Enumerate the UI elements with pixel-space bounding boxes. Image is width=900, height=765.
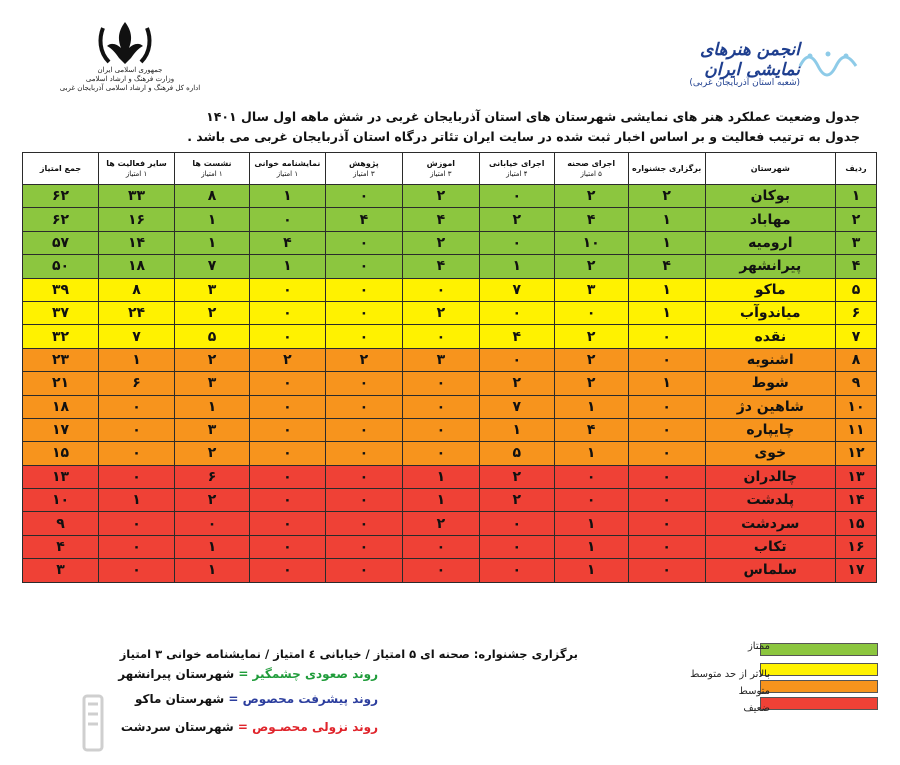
score-cell: ۱	[554, 559, 628, 582]
table-row	[23, 465, 877, 488]
score-cell: ۱	[175, 231, 250, 254]
score-cell: ۲	[554, 348, 628, 371]
table-row	[23, 559, 877, 582]
legend-label: بالاتر از حد متوسط	[690, 669, 770, 680]
table-row	[23, 489, 877, 512]
table-row	[23, 185, 877, 208]
score-cell: ۰	[628, 442, 705, 465]
score-cell: ۰	[325, 231, 402, 254]
score-cell: ۲	[402, 512, 479, 535]
score-cell: ۱	[402, 465, 479, 488]
column-header-points: ۱ امتیاز	[276, 169, 299, 178]
column-header	[325, 153, 402, 185]
score-cell: ۲	[554, 255, 628, 278]
total-score-cell: ۴	[23, 535, 99, 558]
city-cell: شوط	[705, 372, 835, 395]
column-header-label: برگزاری جشنواره	[631, 163, 702, 173]
score-cell: ۲	[479, 208, 554, 231]
association-logo-icon	[798, 48, 858, 78]
score-cell: ۲	[175, 348, 250, 371]
score-cell: ۰	[402, 559, 479, 582]
score-cell: ۲	[554, 185, 628, 208]
column-header-points: ۱ امتیاز	[201, 169, 223, 178]
gov-line: جمهوری اسلامی ایران	[97, 66, 163, 74]
score-cell: ۰	[99, 395, 175, 418]
score-cell: ۰	[479, 231, 554, 254]
column-header-points: ۳ امتیاز	[430, 169, 452, 178]
score-cell: ۰	[402, 418, 479, 441]
score-cell: ۰	[554, 465, 628, 488]
score-cell: ۰	[628, 489, 705, 512]
score-cell: ۴	[249, 231, 325, 254]
score-cell: ۸	[175, 185, 250, 208]
score-cell: ۱	[554, 442, 628, 465]
legend-label: ممتاز	[747, 641, 770, 652]
total-score-cell: ۲۱	[23, 372, 99, 395]
table-row	[23, 325, 877, 348]
score-cell: ۲۴	[99, 301, 175, 324]
table-header-row	[23, 153, 877, 185]
score-cell: ۵	[175, 325, 250, 348]
score-cell: ۷	[175, 255, 250, 278]
score-cell: ۰	[325, 372, 402, 395]
table-row	[23, 301, 877, 324]
table-row	[23, 395, 877, 418]
total-score-cell: ۱۳	[23, 465, 99, 488]
performance-table	[22, 152, 877, 583]
score-cell: ۰	[325, 325, 402, 348]
trend-ascending	[118, 667, 378, 681]
score-cell: ۱	[479, 255, 554, 278]
score-cell: ۰	[325, 185, 402, 208]
trend-label: روند نزولی محصـوص =	[237, 720, 378, 734]
score-cell: ۰	[402, 535, 479, 558]
score-cell: ۲	[402, 231, 479, 254]
score-cell: ۰	[99, 465, 175, 488]
score-cell: ۲	[479, 489, 554, 512]
score-cell: ۰	[479, 559, 554, 582]
score-cell: ۰	[628, 512, 705, 535]
score-cell: ۰	[479, 512, 554, 535]
score-cell: ۰	[628, 418, 705, 441]
score-cell: ۱۸	[99, 255, 175, 278]
trend-city: شهرستان ماکو	[134, 692, 225, 706]
score-cell: ۲	[175, 442, 250, 465]
column-header-label: اموزش	[426, 158, 456, 168]
score-cell: ۳	[175, 418, 250, 441]
score-cell: ۴	[628, 255, 705, 278]
score-cell: ۲	[175, 301, 250, 324]
legend-label: ضعیف	[743, 703, 770, 714]
score-cell: ۰	[249, 535, 325, 558]
city-cell: اشنویه	[705, 348, 835, 371]
score-cell: ۰	[325, 278, 402, 301]
score-cell: ۷	[479, 278, 554, 301]
score-cell: ۰	[628, 348, 705, 371]
score-cell: ۰	[99, 559, 175, 582]
column-header	[705, 153, 835, 185]
city-cell: بوکان	[705, 185, 835, 208]
column-header-label: سایر فعالیت ها	[106, 158, 167, 168]
row-number-cell: ۹	[835, 372, 876, 395]
score-cell: ۲	[479, 465, 554, 488]
row-number-cell: ۷	[835, 325, 876, 348]
score-cell: ۲	[628, 185, 705, 208]
score-cell: ۰	[325, 489, 402, 512]
score-cell: ۰	[479, 535, 554, 558]
score-cell: ۱۰	[554, 231, 628, 254]
column-header-label: جمع امتیاز	[39, 163, 82, 173]
column-header-label: ردیف	[845, 163, 867, 173]
score-cell: ۱	[99, 489, 175, 512]
score-cell: ۰	[479, 348, 554, 371]
total-score-cell: ۳۹	[23, 278, 99, 301]
score-cell: ۰	[249, 465, 325, 488]
score-cell: ۱	[554, 512, 628, 535]
score-cell: ۰	[249, 372, 325, 395]
column-header-points: ۱ امتیاز	[125, 169, 148, 178]
association-name: انجمن هنرهای نمایشی ایران	[699, 40, 800, 80]
score-cell: ۴	[325, 208, 402, 231]
score-cell: ۲	[175, 489, 250, 512]
row-number-cell: ۱۴	[835, 489, 876, 512]
table-row	[23, 535, 877, 558]
trend-city: شهرستان سردشت	[120, 720, 234, 734]
table-row	[23, 255, 877, 278]
score-cell: ۱	[175, 208, 250, 231]
score-cell: ۴	[402, 255, 479, 278]
total-score-cell: ۶۲	[23, 185, 99, 208]
legend-swatch	[760, 680, 878, 693]
city-cell: مهاباد	[705, 208, 835, 231]
column-header	[835, 153, 876, 185]
row-number-cell: ۱۶	[835, 535, 876, 558]
score-cell: ۱	[175, 559, 250, 582]
score-cell: ۰	[479, 301, 554, 324]
row-number-cell: ۶	[835, 301, 876, 324]
legend-label: متوسط	[738, 686, 770, 697]
row-number-cell: ۱	[835, 185, 876, 208]
score-cell: ۰	[325, 395, 402, 418]
score-cell: ۲	[249, 348, 325, 371]
column-header-label: شهرستان	[750, 163, 790, 173]
title-line: جدول وضعیت عملکرد هنر های نمایشی شهرستان های استان آذربایجان غربی در شش ماهه اول سال ۱۴۰۱	[206, 109, 860, 124]
trend-label: روند صعودی چشمگیر =	[238, 667, 378, 681]
total-score-cell: ۲۳	[23, 348, 99, 371]
score-cell: ۰	[554, 301, 628, 324]
city-cell: پلدشت	[705, 489, 835, 512]
table-row	[23, 231, 877, 254]
score-cell: ۰	[628, 395, 705, 418]
score-cell: ۱	[628, 231, 705, 254]
title-line: جدول به ترتیب فعالیت و بر اساس اخبار ثبت شده در سایت ایران تئاتر درگاه استان آذربایجان غربی می باشد .	[187, 129, 860, 144]
column-header	[99, 153, 175, 185]
score-cell: ۰	[325, 418, 402, 441]
total-score-cell: ۱۵	[23, 442, 99, 465]
gov-line: اداره کل فرهنگ و ارشاد اسلامی آذربایجان غربی	[59, 84, 201, 92]
row-number-cell: ۱۲	[835, 442, 876, 465]
column-header	[479, 153, 554, 185]
row-number-cell: ۱۰	[835, 395, 876, 418]
table-row	[23, 442, 877, 465]
city-cell: ماکو	[705, 278, 835, 301]
score-cell: ۰	[402, 372, 479, 395]
score-cell: ۸	[99, 278, 175, 301]
score-cell: ۱	[554, 395, 628, 418]
score-cell: ۱	[554, 535, 628, 558]
row-number-cell: ۱۷	[835, 559, 876, 582]
score-cell: ۰	[249, 208, 325, 231]
column-header	[628, 153, 705, 185]
row-number-cell: ۲	[835, 208, 876, 231]
score-cell: ۵	[479, 442, 554, 465]
score-cell: ۰	[249, 489, 325, 512]
column-header	[175, 153, 250, 185]
column-header-points: ۳ امتیاز	[353, 169, 375, 178]
score-cell: ۰	[175, 512, 250, 535]
score-cell: ۰	[249, 442, 325, 465]
column-header-points: ۴ امتیاز	[506, 169, 528, 178]
score-cell: ۰	[325, 512, 402, 535]
score-cell: ۴	[479, 325, 554, 348]
city-cell: سلماس	[705, 559, 835, 582]
watermark-logo-icon	[4, 690, 114, 760]
score-cell: ۱	[402, 489, 479, 512]
score-cell: ۰	[402, 325, 479, 348]
row-number-cell: ۱۱	[835, 418, 876, 441]
score-cell: ۷	[479, 395, 554, 418]
score-cell: ۰	[249, 395, 325, 418]
column-header-label: پژوهش	[348, 158, 379, 168]
city-cell: شاهین دژ	[705, 395, 835, 418]
table-row	[23, 208, 877, 231]
city-cell: چایپاره	[705, 418, 835, 441]
city-cell: چالدران	[705, 465, 835, 488]
column-header-label: نشست ها	[192, 158, 232, 168]
column-header	[554, 153, 628, 185]
row-number-cell: ۱۵	[835, 512, 876, 535]
score-cell: ۰	[99, 442, 175, 465]
row-number-cell: ۴	[835, 255, 876, 278]
city-cell: میاندوآب	[705, 301, 835, 324]
table-row	[23, 348, 877, 371]
trend-label: روند پیشرفت محصوص =	[228, 692, 378, 706]
score-cell: ۱	[628, 208, 705, 231]
total-score-cell: ۳۷	[23, 301, 99, 324]
row-number-cell: ۱۳	[835, 465, 876, 488]
row-number-cell: ۵	[835, 278, 876, 301]
table-row	[23, 278, 877, 301]
score-cell: ۱۴	[99, 231, 175, 254]
score-cell: ۰	[325, 255, 402, 278]
score-cell: ۱	[628, 372, 705, 395]
page-header	[0, 0, 900, 144]
score-cell: ۰	[402, 278, 479, 301]
score-cell: ۳	[554, 278, 628, 301]
score-cell: ۰	[628, 465, 705, 488]
association-branch: (شعبه استان آذربایجان غربی)	[689, 78, 800, 88]
city-cell: ارومیه	[705, 231, 835, 254]
table-body	[23, 185, 877, 583]
score-cell: ۲	[479, 372, 554, 395]
score-cell: ۳	[402, 348, 479, 371]
table-row	[23, 418, 877, 441]
score-cell: ۰	[99, 535, 175, 558]
score-cell: ۲	[402, 185, 479, 208]
score-cell: ۲	[325, 348, 402, 371]
city-cell: سردشت	[705, 512, 835, 535]
total-score-cell: ۱۷	[23, 418, 99, 441]
score-cell: ۱	[628, 301, 705, 324]
total-score-cell: ۳	[23, 559, 99, 582]
column-header	[249, 153, 325, 185]
trend-descending	[121, 720, 378, 734]
score-cell: ۰	[249, 559, 325, 582]
score-cell: ۰	[628, 325, 705, 348]
page-title	[40, 107, 860, 147]
city-cell: تکاب	[705, 535, 835, 558]
score-cell: ۱	[628, 278, 705, 301]
row-number-cell: ۳	[835, 231, 876, 254]
government-header-text	[55, 66, 205, 93]
score-cell: ۰	[325, 535, 402, 558]
score-cell: ۰	[249, 418, 325, 441]
score-cell: ۱	[479, 418, 554, 441]
score-cell: ۱	[249, 185, 325, 208]
total-score-cell: ۱۰	[23, 489, 99, 512]
legend-swatch	[760, 643, 878, 656]
total-score-cell: ۵۰	[23, 255, 99, 278]
score-cell: ۴	[554, 208, 628, 231]
score-cell: ۰	[628, 535, 705, 558]
score-cell: ۳	[175, 278, 250, 301]
legend-swatch	[760, 697, 878, 710]
total-score-cell: ۶۲	[23, 208, 99, 231]
score-cell: ۰	[325, 442, 402, 465]
gov-line: وزارت فرهنگ و ارشاد اسلامی	[85, 75, 175, 83]
score-cell: ۰	[479, 185, 554, 208]
city-cell: نقده	[705, 325, 835, 348]
score-cell: ۰	[325, 301, 402, 324]
score-cell: ۰	[325, 465, 402, 488]
city-cell: پیرانشهر	[705, 255, 835, 278]
score-cell: ۰	[249, 325, 325, 348]
score-cell: ۶	[99, 372, 175, 395]
legend-swatch	[760, 663, 878, 676]
column-header-points: ۵ امتیاز	[580, 169, 602, 178]
score-cell: ۳	[175, 372, 250, 395]
score-cell: ۰	[99, 418, 175, 441]
score-cell: ۱	[175, 395, 250, 418]
total-score-cell: ۳۲	[23, 325, 99, 348]
score-cell: ۲	[402, 301, 479, 324]
score-cell: ۷	[99, 325, 175, 348]
trend-progress	[135, 692, 378, 706]
score-cell: ۰	[554, 489, 628, 512]
score-cell: ۰	[402, 442, 479, 465]
column-header-label: اجرای خیابانی	[489, 158, 545, 168]
row-number-cell: ۸	[835, 348, 876, 371]
score-cell: ۱	[249, 255, 325, 278]
trend-city: شهرستان پیرانشهر	[118, 667, 235, 681]
column-header-label: نمایشنامه خوانی	[254, 158, 321, 168]
table-row	[23, 512, 877, 535]
total-score-cell: ۱۸	[23, 395, 99, 418]
score-cell: ۲	[554, 372, 628, 395]
score-cell: ۱	[175, 535, 250, 558]
column-header-label: اجرای صحنه	[567, 158, 616, 168]
score-cell: ۳۳	[99, 185, 175, 208]
score-cell: ۰	[402, 395, 479, 418]
score-cell: ۰	[249, 301, 325, 324]
score-cell: ۲	[554, 325, 628, 348]
score-cell: ۶	[175, 465, 250, 488]
festival-scoring-note: برگزاری جشنواره: صحنه ای ۵ امتیاز / خیابانی ٤ امتیاز / نمایشنامه خوانی ۳ امتیاز	[119, 647, 578, 661]
score-cell: ۰	[628, 559, 705, 582]
table-row	[23, 372, 877, 395]
total-score-cell: ۹	[23, 512, 99, 535]
score-cell: ۰	[249, 278, 325, 301]
score-cell: ۰	[249, 512, 325, 535]
total-score-cell: ۵۷	[23, 231, 99, 254]
city-cell: خوی	[705, 442, 835, 465]
score-cell: ۱	[99, 348, 175, 371]
score-cell: ۱۶	[99, 208, 175, 231]
iran-emblem-icon	[95, 18, 155, 68]
score-cell: ۰	[99, 512, 175, 535]
column-header	[23, 153, 99, 185]
score-cell: ۰	[325, 559, 402, 582]
column-header	[402, 153, 479, 185]
score-cell: ۴	[402, 208, 479, 231]
score-cell: ۴	[554, 418, 628, 441]
